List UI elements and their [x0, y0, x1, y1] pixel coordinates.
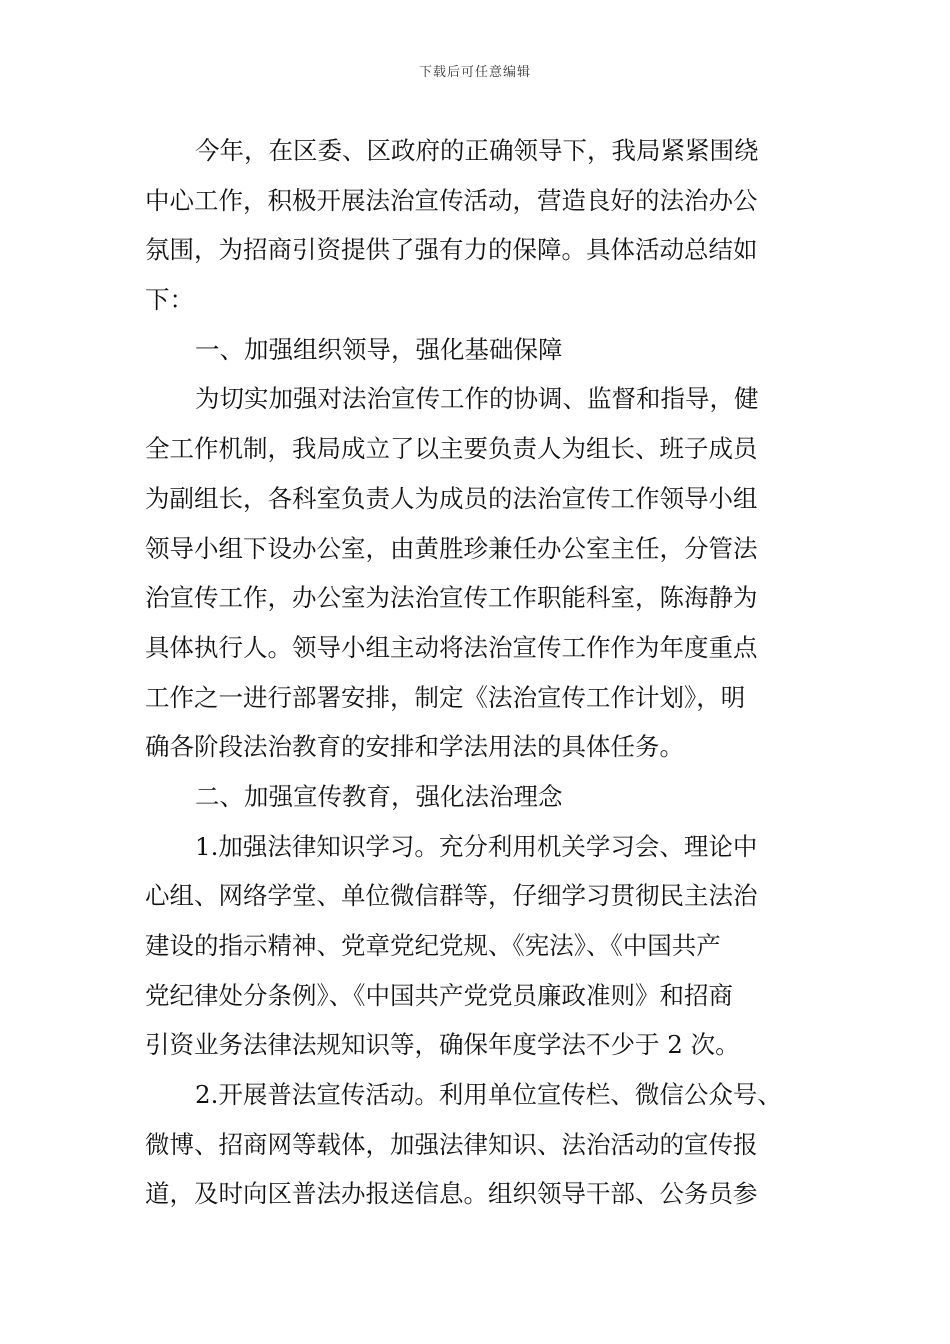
text-line: 中心工作，积极开展法治宣传活动，营造良好的法治办公 [145, 185, 758, 215]
text-line: 具体执行人。领导小组主动将法治宣传工作作为年度重点 [145, 632, 758, 662]
text-line: 治宣传工作，办公室为法治宣传工作职能科室，陈海静为 [145, 583, 758, 613]
text-line-paragraph-start: 今年，在区委、区政府的正确领导下，我局紧紧围绕 [195, 136, 759, 165]
text-line-paragraph-start: 2.开展普法宣传活动。利用单位宣传栏、微信公众号、 [195, 1080, 782, 1110]
text-line: 道，及时向区普法办报送信息。组织领导干部、公务员参 [145, 1179, 758, 1209]
text-line: 下： [145, 285, 194, 315]
text-line: 领导小组下设办公室，由黄胜珍兼任办公室主任，分管法 [145, 533, 758, 563]
text-line: 全工作机制，我局成立了以主要负责人为组长、班子成员 [145, 434, 758, 464]
page-header: 下载后可任意编辑 [418, 65, 531, 80]
text-line: 确各阶段法治教育的安排和学法用法的具体任务。 [145, 732, 684, 762]
text-line: 氛围，为招商引资提供了强有力的保障。具体活动总结如 [145, 235, 758, 265]
section-heading-1: 一、加强组织领导，强化基础保障 [195, 334, 563, 364]
text-line: 心组、网络学堂、单位微信群等，仔细学习贯彻民主法治 [145, 881, 758, 911]
text-line-paragraph-start: 1.加强法律知识学习。充分利用机关学习会、理论中 [195, 831, 758, 861]
text-line: 建设的指示精神、党章党纪党规、《宪法》、《中国共产 [145, 931, 721, 960]
text-line: 引资业务法律法规知识等，确保年度学法不少于 2 次。 [145, 1030, 740, 1060]
text-line: 微博、招商网等载体，加强法律知识、法治活动的宣传报 [145, 1129, 758, 1159]
text-line: 工作之一进行部署安排，制定《法治宣传工作计划》，明 [145, 682, 746, 712]
document-body [145, 126, 813, 1219]
text-line: 党纪律处分条例》、《中国共产党党员廉政准则》和招商 [145, 980, 733, 1010]
text-line: 为副组长，各科室负责人为成员的法治宣传工作领导小组 [145, 483, 758, 513]
text-line-paragraph-start: 为切实加强对法治宣传工作的协调、监督和指导，健 [195, 384, 759, 414]
section-heading-2: 二、加强宣传教育，强化法治理念 [195, 781, 563, 811]
